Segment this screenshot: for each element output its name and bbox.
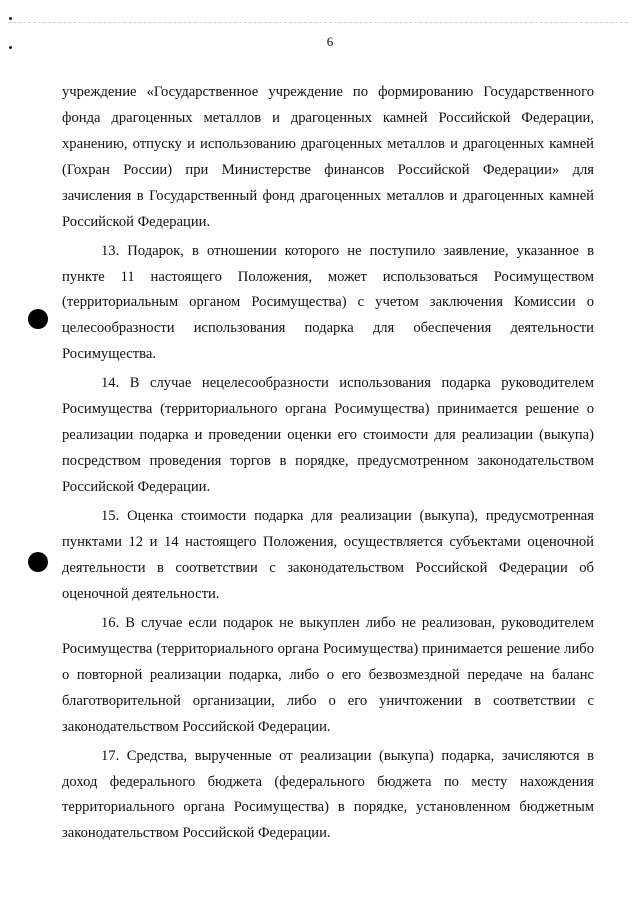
paragraph-13: 13. Подарок, в отношении которого не поступило заявление, указанное в пункте 11 настоящего Положения, может использоваться Росимуществом (территориальным органом Росимущества) с учетом заключения Комиссии о целесообразности использования подарка для обеспечения деятельности Росимущества. [62,242,594,363]
paragraph-continuation: учреждение «Государственное учреждение по формированию Государственного фонда драгоценных металлов и драгоценных камней Российской Федерации, хранению, отпуску и использованию драгоценных металлов и драгоценных камней (Гохран России) при Министерстве финансов Российской Федерации» для зачисления в Государственный фонд драгоценных металлов и драгоценных камней Российской Федерации. [62,84,594,230]
page-number: 6 [326,34,334,49]
document-body [62,80,594,850]
paragraph-14: 14. В случае нецелесообразности использования подарка руководителем Росимущества (территориального органа Росимущества) принимается решение о реализации подарка и проведении оценки его стоимости для реализации (выкупа) посредством проведения торгов в порядке, предусмотренном законодательством Российской Федерации. [62,375,594,495]
scan-artifact-line [8,22,628,23]
paragraph-17: 17. Средства, вырученные от реализации (выкупа) подарка, зачисляются в доход федерального бюджета (федерального бюджета по месту нахождения территориального органа Росимущества) в порядке, установленном бюджетным законодательством Российской Федерации. [62,747,594,842]
scan-speck [9,17,12,20]
paragraph-15: 15. Оценка стоимости подарка для реализации (выкупа), предусмотренная пунктами 12 и 14 настоящего Положения, осуществляется субъектами оценочной деятельности в соответствии с законодательством Российской Федерации об оценочной деятельности. [62,508,594,602]
paragraph-16: 16. В случае если подарок не выкуплен либо не реализован, руководителем Росимущества (территориального органа Росимущества) принимается решение либо о повторной реализации подарка, либо о его безвозмездной передаче на баланс благотворительной организации, либо о его уничтожении в соответствии с законодательством Российской Федерации. [62,614,594,735]
punch-hole [28,309,48,329]
punch-hole [28,552,48,572]
